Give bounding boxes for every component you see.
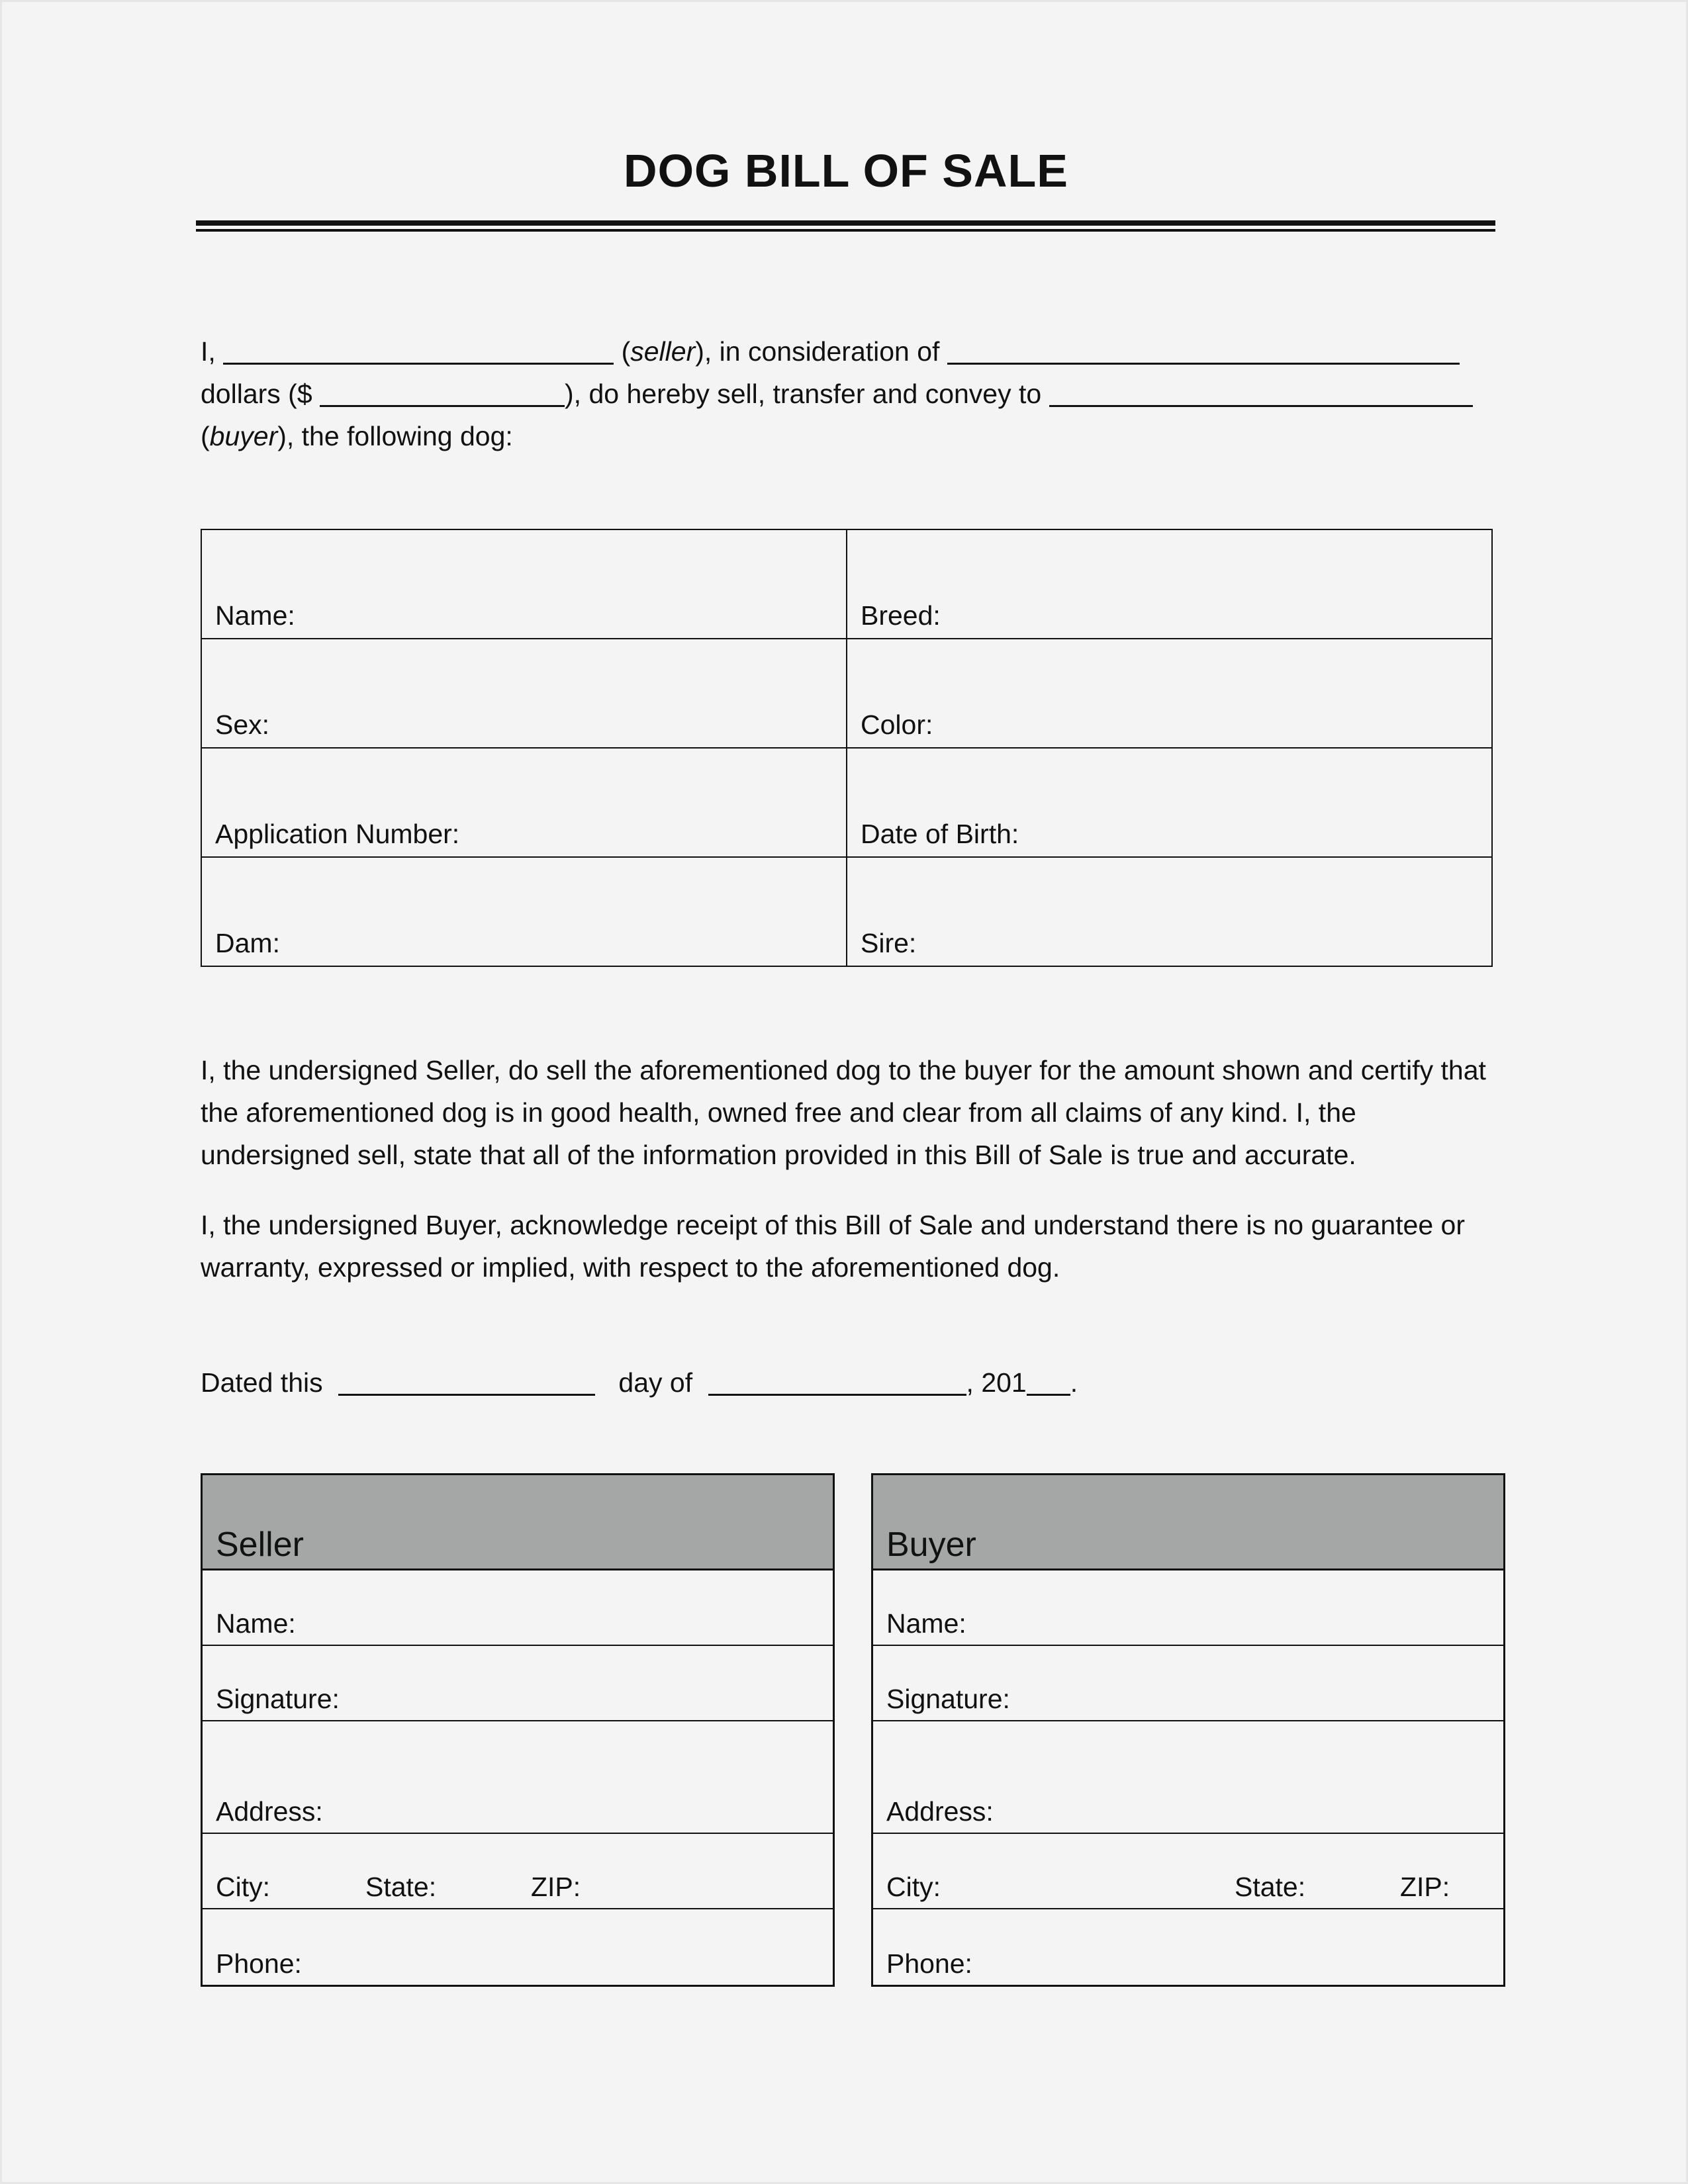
seller-italic: seller [630,336,696,367]
seller-name-label: Name: [216,1608,296,1639]
seller-name-blank[interactable] [223,332,614,365]
intro-line-3: (buyer), the following dog: [201,421,513,451]
seller-address-row[interactable] [203,1721,833,1834]
table-row [201,748,1492,857]
table-row [201,857,1492,966]
buyer-signature-row[interactable] [873,1646,1503,1721]
seller-city-label: City: [216,1872,270,1902]
convey-text: ), do hereby sell, transfer and convey to [565,379,1042,409]
consideration-blank[interactable] [947,332,1460,365]
seller-statement: I, the undersigned Seller, do sell the aforementioned dog to the buyer for the amount shown and certify that the aforementioned dog is in good health, owned free and clear from all claims of any kind. I, the undersigned sell, state that all of the information provided in this Bill of Sale is true and accurate. [201,1055,1486,1170]
dollars-text: dollars ($ [201,379,312,409]
seller-city-state-zip-row[interactable] [203,1834,833,1909]
dog-sire-cell[interactable]: Sire: [847,857,1492,966]
day-of-text: day of [618,1367,693,1398]
buyer-city-state-zip-row[interactable] [873,1834,1503,1909]
buyer-heading: Buyer [886,1525,976,1564]
buyer-name-label: Name: [886,1608,966,1639]
title-rule-thick [196,220,1495,226]
amount-blank[interactable] [320,375,565,407]
table-row [201,639,1492,748]
buyer-state-label: State: [1235,1872,1306,1902]
seller-box [201,1473,835,1987]
seller-signature-label: Signature: [216,1684,340,1714]
dog-details-table [201,529,1493,967]
intro-i-text: I, [201,336,216,367]
buyer-italic: buyer [209,421,278,451]
buyer-header [873,1475,1503,1570]
buyer-phone-label: Phone: [886,1948,972,1979]
consideration-text: ), in consideration of [695,336,940,367]
following-dog-text: ), the following dog: [277,421,513,451]
day-blank[interactable] [338,1363,595,1396]
dog-application-number-cell[interactable]: Application Number: [201,748,847,857]
month-blank[interactable] [708,1363,966,1396]
buyer-signature-label: Signature: [886,1684,1010,1714]
buyer-statement: I, the undersigned Buyer, acknowledge receipt of this Bill of Sale and understand there is no guarantee or warranty, expressed or implied, with respect to the aforementioned dog. [201,1210,1466,1283]
title-rule-thin [196,229,1495,232]
dog-dam-cell[interactable]: Dam: [201,857,847,966]
buyer-phone-row[interactable] [873,1909,1503,1985]
buyer-city-label: City: [886,1872,941,1902]
buyer-address-label: Address: [886,1796,994,1827]
dated-line [201,1361,1078,1404]
intro-line-2 [201,373,1511,415]
dog-date-of-birth-cell[interactable]: Date of Birth: [847,748,1492,857]
document-title: DOG BILL OF SALE [624,145,1068,197]
period-text: . [1070,1367,1078,1398]
seller-header [203,1475,833,1570]
dog-color-cell[interactable]: Color: [847,639,1492,748]
seller-signature-row[interactable] [203,1646,833,1721]
seller-name-row[interactable] [203,1570,833,1646]
buyer-name-blank[interactable] [1049,375,1473,407]
seller-zip-label: ZIP: [531,1872,581,1902]
buyer-name-row[interactable] [873,1570,1503,1646]
seller-state-label: State: [365,1872,437,1902]
intro-line-1: I, (seller), in consideration of [201,330,1511,373]
dog-name-cell[interactable]: Name: [201,529,847,639]
dog-sex-cell[interactable]: Sex: [201,639,847,748]
seller-phone-label: Phone: [216,1948,302,1979]
buyer-zip-label: ZIP: [1400,1872,1450,1902]
seller-phone-row[interactable] [203,1909,833,1985]
buyer-address-row[interactable] [873,1721,1503,1834]
buyer-box [871,1473,1505,1987]
table-row [201,529,1492,639]
seller-address-label: Address: [216,1796,323,1827]
year-blank[interactable] [1027,1363,1070,1396]
year-prefix-text: , 201 [966,1367,1027,1398]
dog-breed-cell[interactable]: Breed: [847,529,1492,639]
dated-this-text: Dated this [201,1367,323,1398]
seller-heading: Seller [216,1525,304,1564]
